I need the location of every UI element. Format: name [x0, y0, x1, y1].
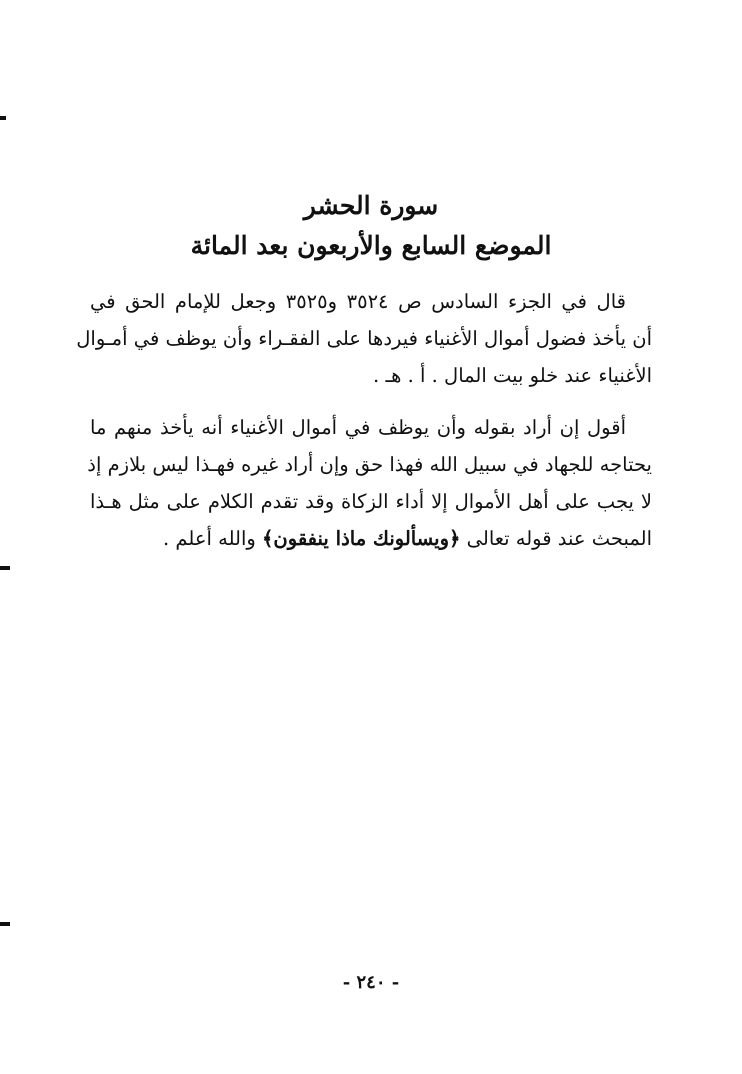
scan-edge-mark [0, 922, 10, 926]
line-text: المبحث عند قوله تعالى [460, 527, 652, 550]
paragraph-line: يحتاجه للجهاد في سبيل الله فهذا حق وإن أراد غيره فهـذا ليس بلازم إذ [87, 453, 652, 476]
paragraph-line: الأغنياء عند خلو بيت المال . أ . هـ . [373, 364, 652, 387]
paragraph-quote [76, 283, 652, 394]
section-title: الموضع السابع والأربعون بعد المائة [190, 231, 552, 260]
surah-title: سورة الحشر [303, 191, 439, 220]
scan-edge-mark [0, 566, 10, 570]
page-number: - ٢٤٠ - [342, 972, 400, 993]
paragraph-line: لا يجب على أهل الأموال إلا أداء الزكاة وقد تقدم الكلام على مثل هـذا [90, 490, 652, 513]
paragraph-commentary [87, 409, 652, 557]
paragraph-line [90, 520, 652, 557]
paragraph-line: أقول إن أراد بقوله وأن يوظف في أموال الأغنياء أنه يأخذ منهم ما [90, 416, 626, 439]
paragraph-line: أن يأخذ فضول أموال الأغنياء فيردها على الفقـراء وأن يوظف في أمـوال [76, 327, 652, 350]
scan-edge-mark [0, 116, 6, 120]
line-text: والله أعلم . [163, 527, 262, 550]
quran-quote: ﴿ويسألونك ماذا ينفقون﴾ [262, 527, 461, 550]
paragraph-line: قال في الجزء السادس ص ٣٥٢٤ و٣٥٢٥ وجعل للإمام الحق في [90, 290, 626, 313]
